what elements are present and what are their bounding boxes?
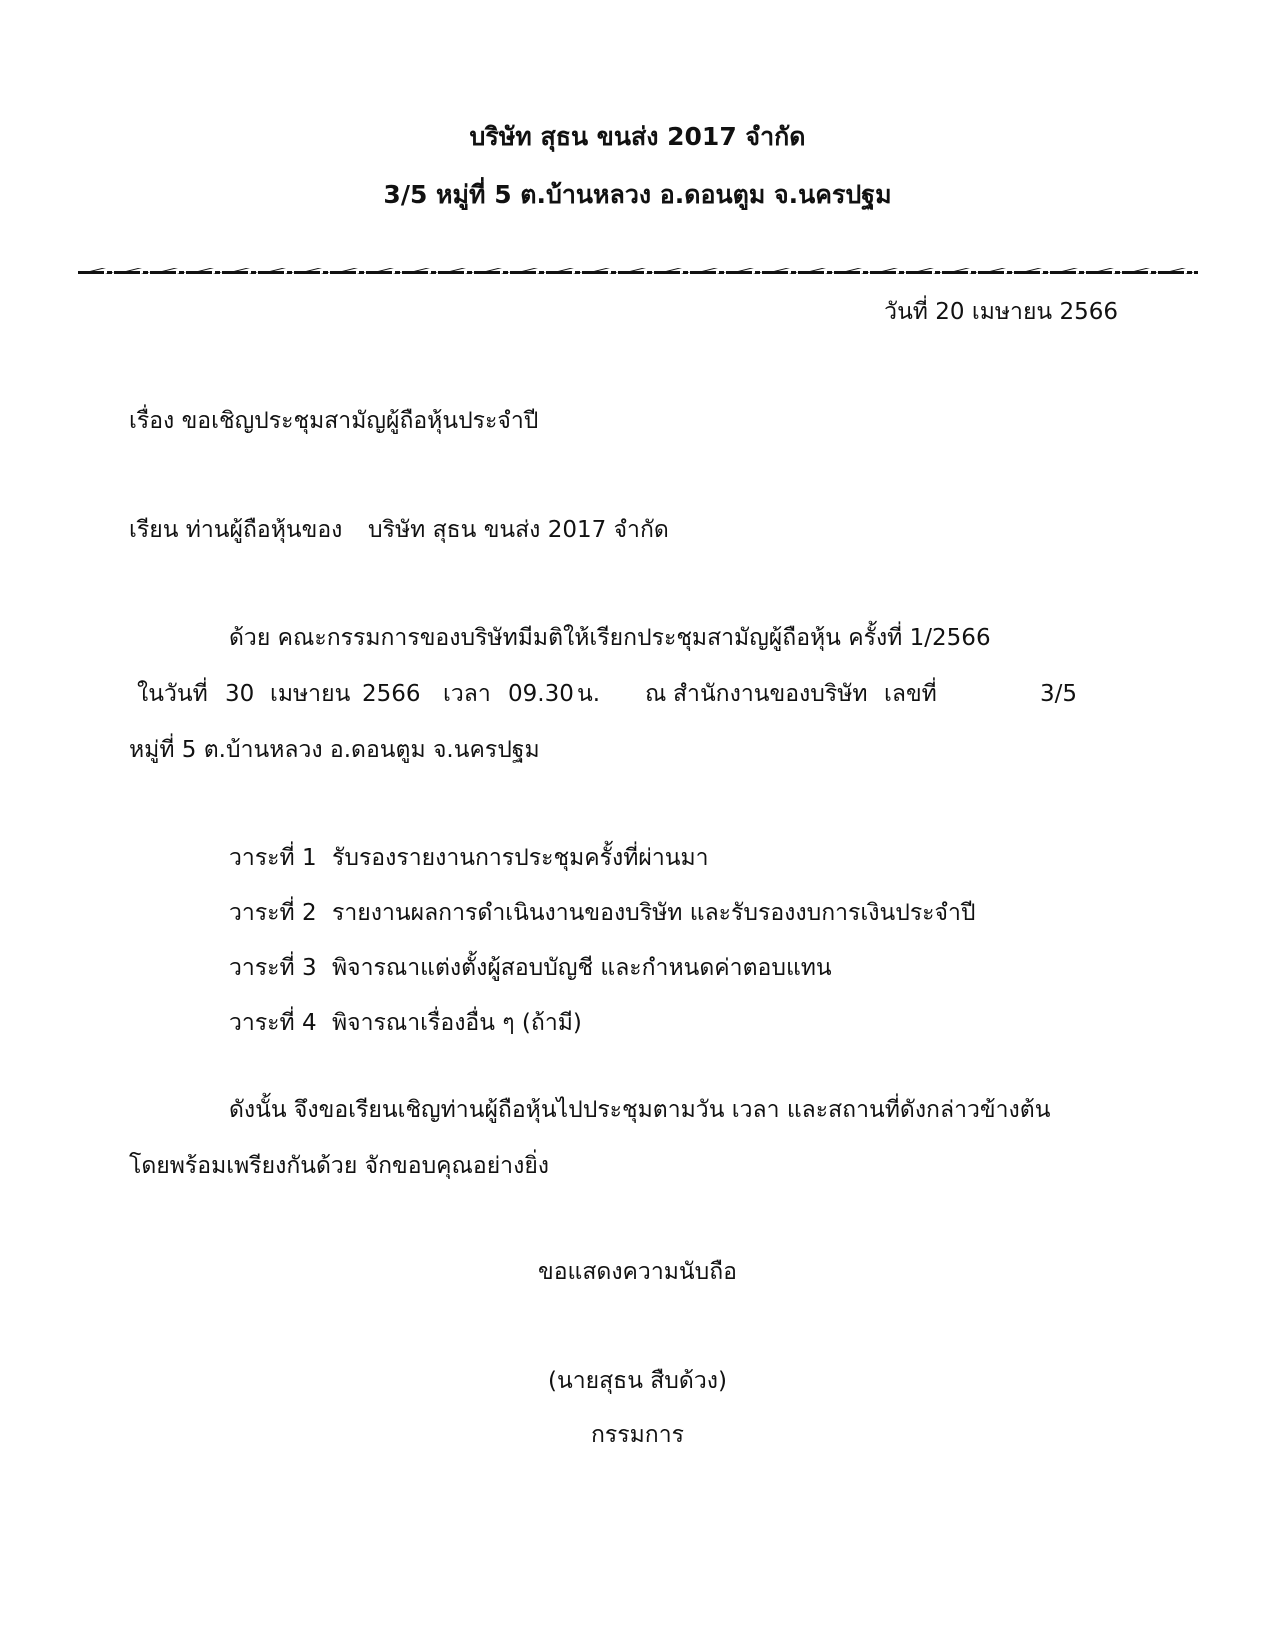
signatory-name: (นายสุธน สืบด้วง) xyxy=(548,1368,727,1394)
body-line-2-word: 09.30 xyxy=(508,681,574,707)
body-line-2-word: ณ xyxy=(645,681,667,707)
salutation-prefix: เรียน ท่านผู้ถือหุ้นของ xyxy=(129,517,343,543)
agenda-text: รับรองรายงานการประชุมครั้งที่ผ่านมา xyxy=(332,845,709,871)
body-line-2-word: 3/5 xyxy=(1040,681,1078,707)
closing-regards: ขอแสดงความนับถือ xyxy=(537,1259,737,1285)
body-line-2-word: 2566 xyxy=(362,681,421,707)
agenda-text: พิจารณาแต่งตั้งผู้สอบบัญชี และกำหนดค่าตอบแทน xyxy=(332,955,832,981)
agenda-label: วาระที่ 4 xyxy=(229,1010,317,1036)
body-line-3: หมู่ที่ 5 ต.บ้านหลวง อ.ดอนตูม จ.นครปฐม xyxy=(129,737,540,763)
salutation-company: บริษัท สุธน ขนส่ง 2017 จำกัด xyxy=(368,517,669,543)
closing-line-1: ดังนั้น จึงขอเรียนเชิญท่านผู้ถือหุ้นไปประชุมตามวัน เวลา และสถานที่ดังกล่าวข้างต้น xyxy=(229,1097,1051,1123)
company-name: บริษัท สุธน ขนส่ง 2017 จำกัด xyxy=(469,122,806,151)
agenda-label: วาระที่ 3 xyxy=(229,955,317,981)
body-line-2-word: สำนักงานของบริษัท xyxy=(673,681,868,707)
agenda-label: วาระที่ 2 xyxy=(229,900,317,926)
company-address: 3/5 หมู่ที่ 5 ต.บ้านหลวง อ.ดอนตูม จ.นครปฐม xyxy=(383,180,892,209)
body-line-2-word: 30 xyxy=(225,681,255,707)
body-line-2-word: เมษายน xyxy=(270,681,351,707)
letter-subject: เรื่อง ขอเชิญประชุมสามัญผู้ถือหุ้นประจำปี xyxy=(129,408,539,434)
letter-date: วันที่ 20 เมษายน 2566 xyxy=(884,299,1118,325)
body-line-2-word: เวลา xyxy=(443,681,491,707)
agenda-text: พิจารณาเรื่องอื่น ๆ (ถ้ามี) xyxy=(332,1010,582,1036)
header-divider xyxy=(78,263,1198,277)
agenda-label: วาระที่ 1 xyxy=(229,845,317,871)
signatory-title: กรรมการ xyxy=(591,1422,684,1448)
body-line-2-word: เลขที่ xyxy=(884,681,937,707)
body-line-1: ด้วย คณะกรรมการของบริษัทมีมติให้เรียกประชุมสามัญผู้ถือหุ้น ครั้งที่ 1/2566 xyxy=(229,625,991,651)
body-line-2-word: น. xyxy=(577,681,601,707)
agenda-text: รายงานผลการดำเนินงานของบริษัท และรับรองงบการเงินประจำปี xyxy=(332,900,976,926)
closing-line-2: โดยพร้อมเพรียงกันด้วย จักขอบคุณอย่างยิ่ง xyxy=(129,1153,550,1179)
body-line-2-word: ในวันที่ xyxy=(137,681,208,707)
